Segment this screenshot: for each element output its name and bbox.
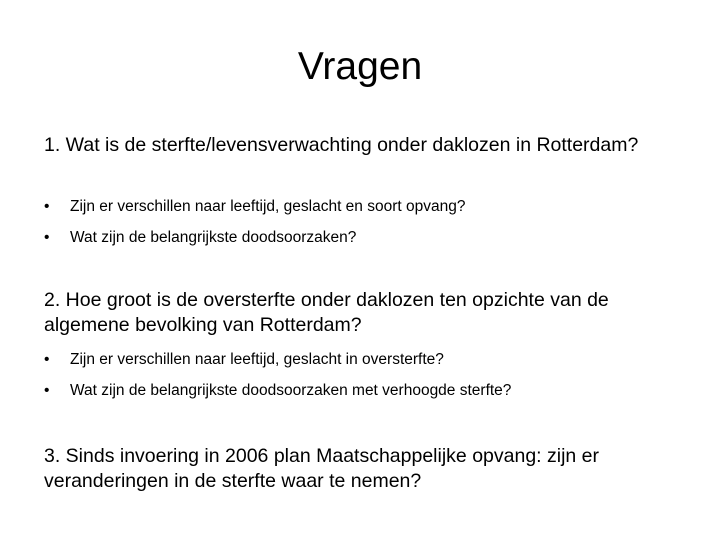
question-1-bullets (44, 196, 684, 258)
bullet-item (44, 196, 684, 227)
bullet-dot-icon: • (44, 229, 50, 246)
bullet-item (44, 227, 684, 258)
question-1: 1. Wat is de sterfte/levensverwachting onder daklozen in Rotterdam? (44, 134, 639, 156)
bullet-text: Zijn er verschillen naar leeftijd, geslacht en soort opvang? (70, 198, 466, 215)
question-2-bullets (44, 349, 684, 411)
bullet-dot-icon: • (44, 198, 50, 215)
bullet-dot-icon: • (44, 382, 50, 399)
bullet-item (44, 380, 684, 411)
bullet-text: Wat zijn de belangrijkste doodsoorzaken met verhoogde sterfte? (70, 382, 512, 399)
question-2: 2. Hoe groot is de oversterfte onder daklozen ten opzichte van de algemene bevolking van Rotterdam? (44, 289, 609, 336)
bullet-text: Zijn er verschillen naar leeftijd, geslacht in oversterfte? (70, 351, 444, 368)
question-3: 3. Sinds invoering in 2006 plan Maatschappelijke opvang: zijn er veranderingen in de sterfte waar te nemen? (44, 445, 600, 492)
bullet-text: Wat zijn de belangrijkste doodsoorzaken? (70, 229, 357, 246)
bullet-dot-icon: • (44, 351, 50, 368)
slide-title: Vragen (297, 45, 423, 88)
bullet-item (44, 349, 684, 380)
